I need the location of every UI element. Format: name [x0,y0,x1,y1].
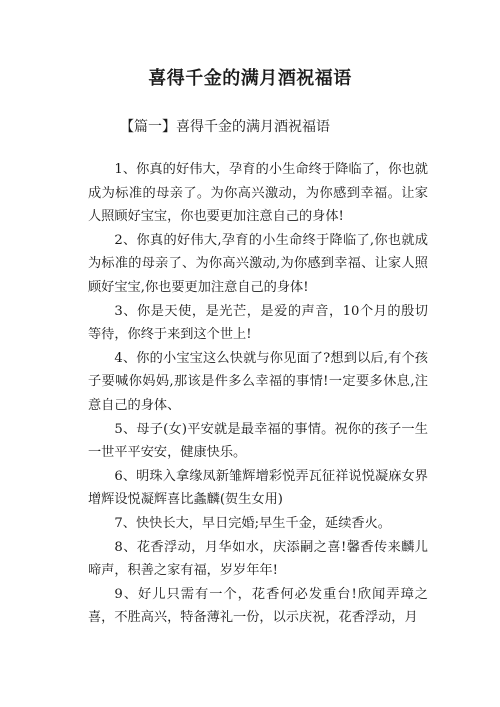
paragraph-7: 7、快快长大，早日完婚;早生千金，延续香火。 [114,515,391,531]
paragraph-6: 6、明珠入拿缘凤新雏辉增彩悦弄瓦征祥说悦凝庥女界增辉设悦凝辉喜比螽麟(贺生女用) [88,468,428,508]
paragraph-2: 2、你真的好伟大,孕育的小生命终于降临了,你也就成为标准的母亲了、为你高兴激动,为你感到幸福、让家人照顾好宝宝,你也要更加注意自己的身体! [88,232,428,295]
paragraph-9: 9、好儿只需有一个，花香何必发重台!欣闻弄璋之喜，不胜高兴，特备薄礼一份，以示庆祝，花香浮动，月 [88,586,428,626]
paragraph-1: 1、你真的好伟大，孕育的小生命终于降临了，你也就成为标准的母亲了。为你高兴激动，为你感到幸福。让家人照顾好宝宝，你也要更加注意自己的身体! [88,162,428,225]
document-title: 喜得千金的满月酒祝福语 [148,68,352,89]
paragraph-4: 4、你的小宝宝这么快就与你见面了?想到以后,有个孩子要喊你妈妈,那该是件多么幸福的事情!一定要多休息,注意自己的身体、 [88,350,428,413]
paragraph-5: 5、母子(女)平安就是最幸福的事情。祝你的孩子一生一世平平安安，健康快乐。 [88,421,428,461]
paragraph-8: 8、花香浮动，月华如水，庆添嗣之喜!馨香传来麟儿啼声，积善之家有福，岁岁年年! [88,539,428,579]
section-heading: 【篇一】喜得千金的满月酒祝福语 [120,119,330,135]
paragraph-3: 3、你是天使，是光芒，是爱的声音，10个月的殷切等待，你终于来到这个世上! [88,303,428,343]
document-body [88,158,428,630]
